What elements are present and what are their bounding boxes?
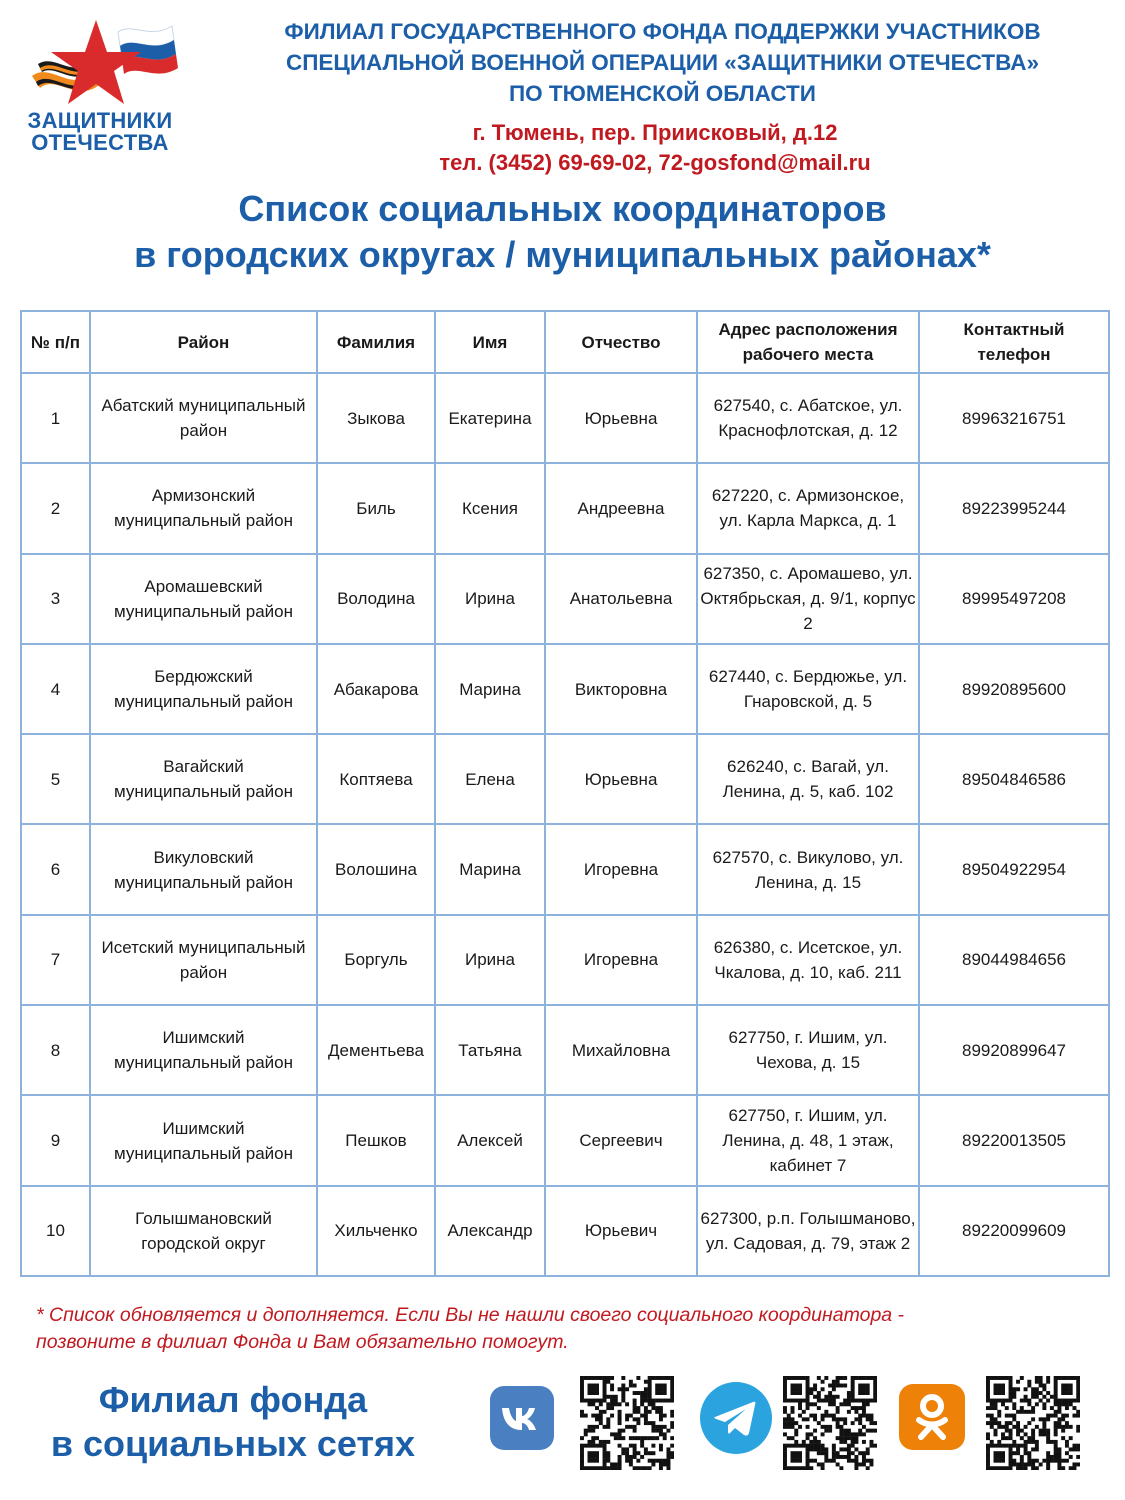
cell-first-name: Екатерина bbox=[435, 373, 545, 463]
cell-surname: Боргуль bbox=[317, 915, 435, 1005]
cell-district: Бердюжский муниципальный район bbox=[90, 644, 317, 734]
cell-surname: Пешков bbox=[317, 1095, 435, 1185]
cell-surname: Коптяева bbox=[317, 734, 435, 824]
organization-name bbox=[210, 16, 1115, 109]
cell-workplace-address: 626240, с. Вагай, ул. Ленина, д. 5, каб. 102 bbox=[697, 734, 919, 824]
org-line3: ПО ТЮМЕНСКОЙ ОБЛАСТИ bbox=[509, 81, 816, 106]
cell-surname: Волошина bbox=[317, 824, 435, 914]
cell-workplace-address: 627750, г. Ишим, ул. Ленина, д. 48, 1 этаж, кабинет 7 bbox=[697, 1095, 919, 1185]
cell-contact-phone[interactable]: 89223995244 bbox=[919, 463, 1109, 553]
address: г. Тюмень, пер. Приисковый, д.12 bbox=[472, 120, 838, 145]
cell-contact-phone[interactable]: 89963216751 bbox=[919, 373, 1109, 463]
cell-workplace-address: 627570, с. Викулово, ул. Ленина, д. 15 bbox=[697, 824, 919, 914]
org-line2: СПЕЦИАЛЬНОЙ ВОЕННОЙ ОПЕРАЦИИ «ЗАЩИТНИКИ ОТЕЧЕСТВА» bbox=[286, 50, 1039, 75]
table-row bbox=[21, 373, 1109, 463]
social-title-line2: в социальных сетях bbox=[50, 1423, 416, 1464]
cell-row-number: 6 bbox=[21, 824, 90, 914]
cell-row-number: 4 bbox=[21, 644, 90, 734]
cell-contact-phone[interactable]: 89044984656 bbox=[919, 915, 1109, 1005]
table-row bbox=[21, 644, 1109, 734]
cell-workplace-address: 627300, р.п. Голышманово, ул. Садовая, д. 79, этаж 2 bbox=[697, 1186, 919, 1276]
coordinators-table bbox=[20, 310, 1110, 1277]
cell-row-number: 5 bbox=[21, 734, 90, 824]
table-row bbox=[21, 1186, 1109, 1276]
logo-text-line2: ОТЕЧЕСТВА bbox=[31, 130, 169, 155]
cell-first-name: Ирина bbox=[435, 915, 545, 1005]
cell-workplace-address: 627350, с. Аромашево, ул. Октябрьская, д. 9/1, корпус 2 bbox=[697, 554, 919, 644]
star-ribbon-flag-icon bbox=[10, 14, 190, 110]
cell-patronymic: Анатольевна bbox=[545, 554, 697, 644]
table-row bbox=[21, 1095, 1109, 1185]
cell-surname: Володина bbox=[317, 554, 435, 644]
footnote-line2: позвоните в филиал Фонда и Вам обязательно помогут. bbox=[36, 1331, 569, 1353]
cell-workplace-address: 627440, с. Бердюжье, ул. Гнаровской, д. 5 bbox=[697, 644, 919, 734]
cell-district: Армизонский муниципальный район bbox=[90, 463, 317, 553]
cell-patronymic: Игоревна bbox=[545, 915, 697, 1005]
cell-surname: Биль bbox=[317, 463, 435, 553]
telegram-icon[interactable] bbox=[700, 1382, 772, 1454]
cell-patronymic: Викторовна bbox=[545, 644, 697, 734]
cell-first-name: Елена bbox=[435, 734, 545, 824]
column-header-district: Район bbox=[90, 311, 317, 373]
title-line1: Список социальных координаторов bbox=[238, 188, 887, 229]
cell-workplace-address: 627540, с. Абатское, ул. Краснофлотская, д. 12 bbox=[697, 373, 919, 463]
cell-row-number: 9 bbox=[21, 1095, 90, 1185]
cell-patronymic: Юрьевна bbox=[545, 373, 697, 463]
contacts bbox=[330, 118, 980, 178]
cell-first-name: Татьяна bbox=[435, 1005, 545, 1095]
cell-patronymic: Юрьевна bbox=[545, 734, 697, 824]
cell-row-number: 3 bbox=[21, 554, 90, 644]
cell-district: Голышмановский городской округ bbox=[90, 1186, 317, 1276]
cell-surname: Дементьева bbox=[317, 1005, 435, 1095]
cell-workplace-address: 627220, с. Армизонское, ул. Карла Маркса, д. 1 bbox=[697, 463, 919, 553]
cell-surname: Хильченко bbox=[317, 1186, 435, 1276]
table-row bbox=[21, 915, 1109, 1005]
cell-patronymic: Михайловна bbox=[545, 1005, 697, 1095]
cell-first-name: Ксения bbox=[435, 463, 545, 553]
column-header-number: № п/п bbox=[21, 311, 90, 373]
cell-district: Викуловский муниципальный район bbox=[90, 824, 317, 914]
column-header-patronymic: Отчество bbox=[545, 311, 697, 373]
cell-first-name: Александр bbox=[435, 1186, 545, 1276]
cell-district: Исетский муниципальный район bbox=[90, 915, 317, 1005]
cell-patronymic: Игоревна bbox=[545, 824, 697, 914]
cell-first-name: Марина bbox=[435, 644, 545, 734]
cell-first-name: Марина bbox=[435, 824, 545, 914]
cell-row-number: 1 bbox=[21, 373, 90, 463]
cell-workplace-address: 626380, с. Исетское, ул. Чкалова, д. 10, каб. 211 bbox=[697, 915, 919, 1005]
logo-text-line1: ЗАЩИТНИКИ bbox=[27, 108, 173, 133]
cell-workplace-address: 627750, г. Ишим, ул. Чехова, д. 15 bbox=[697, 1005, 919, 1095]
cell-row-number: 2 bbox=[21, 463, 90, 553]
social-title-line1: Филиал фонда bbox=[98, 1379, 368, 1420]
page-title bbox=[0, 186, 1125, 278]
cell-district: Вагайский муниципальный район bbox=[90, 734, 317, 824]
table-row bbox=[21, 463, 1109, 553]
cell-contact-phone[interactable]: 89995497208 bbox=[919, 554, 1109, 644]
odnoklassniki-qr-code[interactable] bbox=[986, 1376, 1080, 1470]
cell-contact-phone[interactable]: 89920899647 bbox=[919, 1005, 1109, 1095]
cell-patronymic: Андреевна bbox=[545, 463, 697, 553]
cell-surname: Зыкова bbox=[317, 373, 435, 463]
column-header-address: Адрес расположения рабочего места bbox=[697, 311, 919, 373]
table-row bbox=[21, 824, 1109, 914]
cell-surname: Абакарова bbox=[317, 644, 435, 734]
cell-district: Абатский муниципальный район bbox=[90, 373, 317, 463]
column-header-phone: Контактный телефон bbox=[919, 311, 1109, 373]
cell-first-name: Алексей bbox=[435, 1095, 545, 1185]
footnote-line1: * Список обновляется и дополняется. Если Вы не нашли своего социального координатора - bbox=[36, 1304, 905, 1326]
cell-row-number: 7 bbox=[21, 915, 90, 1005]
vk-qr-code[interactable] bbox=[580, 1376, 674, 1470]
table-row bbox=[21, 1005, 1109, 1095]
cell-row-number: 8 bbox=[21, 1005, 90, 1095]
cell-contact-phone[interactable]: 89220099609 bbox=[919, 1186, 1109, 1276]
title-line2: в городских округах / муниципальных районах* bbox=[134, 234, 991, 275]
column-header-name: Имя bbox=[435, 311, 545, 373]
logo-text bbox=[10, 110, 190, 154]
cell-patronymic: Сергеевич bbox=[545, 1095, 697, 1185]
table-row bbox=[21, 734, 1109, 824]
cell-contact-phone[interactable]: 89920895600 bbox=[919, 644, 1109, 734]
cell-district: Ишимский муниципальный район bbox=[90, 1005, 317, 1095]
cell-contact-phone[interactable]: 89504846586 bbox=[919, 734, 1109, 824]
odnoklassniki-icon[interactable] bbox=[899, 1384, 965, 1450]
footnote bbox=[36, 1302, 1096, 1356]
logo bbox=[10, 14, 190, 154]
cell-district: Аромашевский муниципальный район bbox=[90, 554, 317, 644]
cell-patronymic: Юрьевич bbox=[545, 1186, 697, 1276]
org-line1: ФИЛИАЛ ГОСУДАРСТВЕННОГО ФОНДА ПОДДЕРЖКИ УЧАСТНИКОВ bbox=[284, 19, 1041, 44]
social-title bbox=[8, 1378, 458, 1466]
telegram-qr-code[interactable] bbox=[783, 1376, 877, 1470]
cell-contact-phone[interactable]: 89504922954 bbox=[919, 824, 1109, 914]
table-row bbox=[21, 554, 1109, 644]
cell-first-name: Ирина bbox=[435, 554, 545, 644]
cell-district: Ишимский муниципальный район bbox=[90, 1095, 317, 1185]
table-header-row bbox=[21, 311, 1109, 373]
phone-email: тел. (3452) 69-69-02, 72-gosfond@mail.ru bbox=[439, 150, 871, 175]
column-header-surname: Фамилия bbox=[317, 311, 435, 373]
cell-row-number: 10 bbox=[21, 1186, 90, 1276]
vk-icon[interactable] bbox=[490, 1386, 554, 1450]
cell-contact-phone[interactable]: 89220013505 bbox=[919, 1095, 1109, 1185]
